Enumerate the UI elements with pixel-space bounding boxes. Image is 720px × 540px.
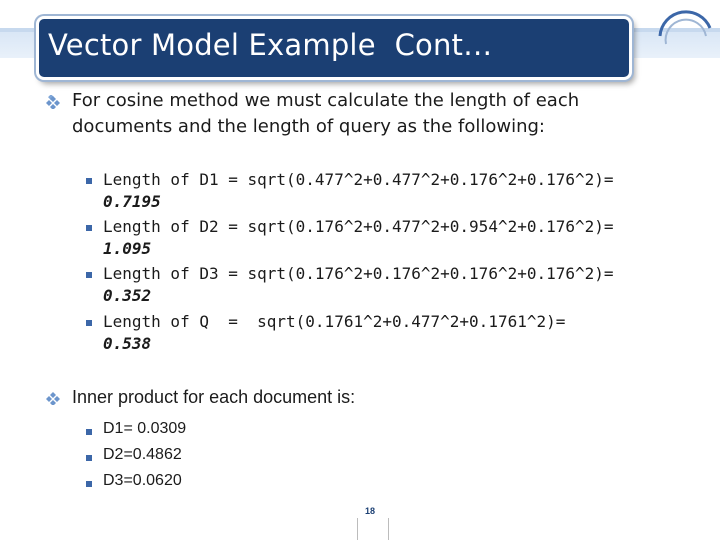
length-q-formula: Length of Q = sqrt(0.1761^2+0.477^2+0.1761^2)= [103,312,566,331]
square-bullet-icon [86,272,92,278]
length-d2-result: 1.095 [103,239,152,258]
length-d3-formula: Length of D3 = sqrt(0.176^2+0.176^2+0.176^2+0.176^2)= [103,264,614,283]
inner-product-d1: D1= 0.0309 [103,420,187,437]
length-d2-formula: Length of D2 = sqrt(0.176^2+0.477^2+0.954^2+0.176^2)= [103,217,614,236]
page-number: 18 [364,506,375,516]
square-bullet-icon [86,481,92,487]
length-d1-result: 0.7195 [103,192,161,211]
square-bullet-icon [86,178,92,184]
diamond-bullet-icon [46,95,60,109]
inner-product-d3: D3=0.0620 [103,472,182,489]
square-bullet-icon [86,225,92,231]
page-number-divider [357,518,389,540]
length-d1-formula: Length of D1 = sqrt(0.477^2+0.477^2+0.176^2+0.176^2)= [103,170,614,189]
square-bullet-icon [86,429,92,435]
length-q-result: 0.538 [103,334,152,353]
bullet-cosine-text: For cosine method we must calculate the length of each documents and the length of query as the following: [72,90,580,137]
square-bullet-icon [86,320,92,326]
diamond-bullet-icon [46,391,60,405]
square-bullet-icon [86,455,92,461]
inner-product-d2: D2=0.4862 [103,446,182,463]
length-d3-result: 0.352 [103,286,152,305]
slide-title: Vector Model Example Cont… [48,28,493,62]
bullet-inner-product-text: Inner product for each document is: [72,387,356,407]
